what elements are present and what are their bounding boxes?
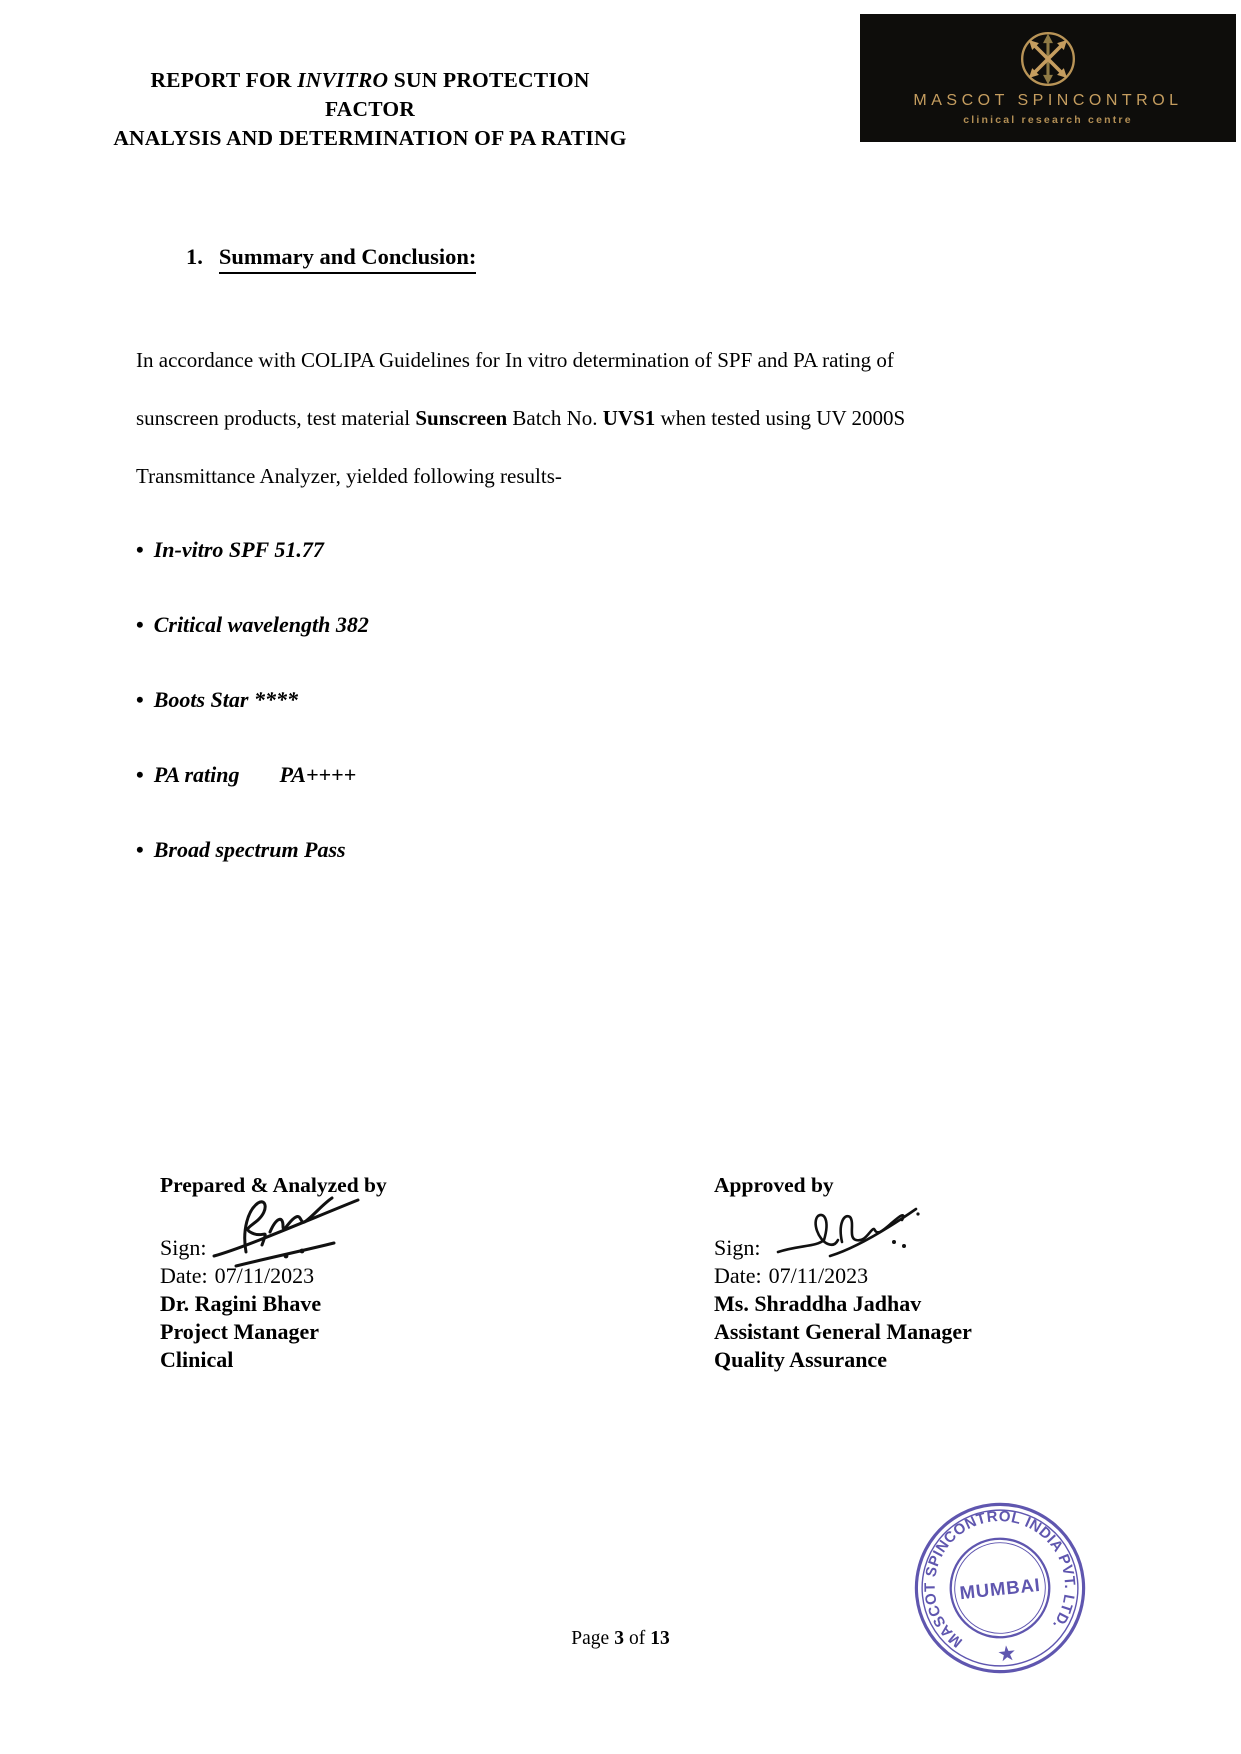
company-stamp xyxy=(903,1491,1096,1684)
signer-name: Dr. Ragini Bhave xyxy=(160,1291,322,1316)
signer-department: Quality Assurance xyxy=(714,1347,887,1372)
signer-department: Clinical xyxy=(160,1347,234,1372)
result-text: Broad spectrum Pass xyxy=(153,837,346,862)
result-text: Boots Star **** xyxy=(153,687,298,712)
prepared-by-heading: Prepared & Analyzed by xyxy=(160,1173,387,1197)
title-text-italic: INVITRO xyxy=(297,68,389,92)
signer-role: Project Manager xyxy=(160,1319,320,1344)
result-item-pa-rating xyxy=(136,737,369,812)
date-label: Date: xyxy=(714,1263,762,1288)
result-text: Critical wavelength 382 xyxy=(153,612,369,637)
signer-role: Assistant General Manager xyxy=(714,1319,972,1344)
sign-label: Sign: xyxy=(714,1235,761,1260)
approved-by-heading: Approved by xyxy=(714,1173,834,1197)
paragraph-line xyxy=(136,389,1116,447)
result-item-boots-star xyxy=(136,662,369,737)
report-title xyxy=(103,66,637,153)
report-title-line1 xyxy=(103,66,637,124)
page-total: 13 xyxy=(650,1628,670,1649)
date-row xyxy=(160,1262,387,1290)
stamp-ring-text: MASCOT SPINCONTROL INDIA PVT. LTD. xyxy=(921,1507,1078,1651)
result-text: In-vitro SPF 51.77 xyxy=(153,537,324,562)
signature-block-prepared xyxy=(160,1172,387,1374)
result-item-spf xyxy=(136,512,369,587)
crossed-arrows-icon xyxy=(1019,30,1077,88)
title-text-post: SUN PROTECTION FACTOR xyxy=(325,68,590,121)
sign-label: Sign: xyxy=(160,1235,207,1260)
stamp-center-text: MUMBAI xyxy=(958,1573,1042,1604)
bullet-icon: • xyxy=(136,837,144,862)
bullet-icon: • xyxy=(136,762,144,787)
date-label: Date: xyxy=(160,1263,208,1288)
section-title: Summary and Conclusion: xyxy=(219,244,477,274)
date-value: 07/11/2023 xyxy=(768,1263,869,1288)
paragraph-line: Transmittance Analyzer, yielded following results- xyxy=(136,464,562,488)
title-text-pre: REPORT FOR xyxy=(150,68,298,92)
test-material-name: Sunscreen xyxy=(415,406,508,430)
results-list xyxy=(136,512,369,887)
sign-row xyxy=(160,1234,387,1262)
section-heading xyxy=(186,244,476,274)
result-item-critical-wavelength xyxy=(136,587,369,662)
result-label: PA rating xyxy=(153,762,240,787)
result-value: PA++++ xyxy=(279,762,357,787)
summary-paragraph xyxy=(136,331,1116,505)
logo-brand-text: MASCOT SPINCONTROL xyxy=(913,92,1183,109)
date-value: 07/11/2023 xyxy=(214,1263,315,1288)
signature-block-approved xyxy=(714,1172,972,1374)
signer-name: Ms. Shraddha Jadhav xyxy=(714,1291,922,1316)
paragraph-line: In accordance with COLIPA Guidelines for In vitro determination of SPF and PA rating of xyxy=(136,348,894,372)
page-label: Page xyxy=(571,1628,610,1649)
result-item-broad-spectrum xyxy=(136,812,369,887)
paragraph-segment: Batch No. xyxy=(507,406,603,430)
paragraph-segment: when tested using UV 2000S xyxy=(655,406,906,430)
bullet-icon: • xyxy=(136,687,144,712)
bullet-icon: • xyxy=(136,612,144,637)
batch-number: UVS1 xyxy=(602,406,656,430)
section-number: 1. xyxy=(186,244,203,269)
company-logo xyxy=(860,14,1236,142)
paragraph-segment: sunscreen products, test material xyxy=(136,406,416,430)
page-current: 3 xyxy=(614,1628,624,1649)
page-number xyxy=(0,1628,1241,1650)
report-title-line2: ANALYSIS AND DETERMINATION OF PA RATING xyxy=(113,126,627,150)
of-label: of xyxy=(628,1628,646,1649)
logo-tagline-text: clinical research centre xyxy=(963,114,1133,126)
date-row xyxy=(714,1262,972,1290)
star-icon: ★ xyxy=(997,1641,1017,1665)
sign-row xyxy=(714,1234,972,1262)
bullet-icon: • xyxy=(136,537,144,562)
